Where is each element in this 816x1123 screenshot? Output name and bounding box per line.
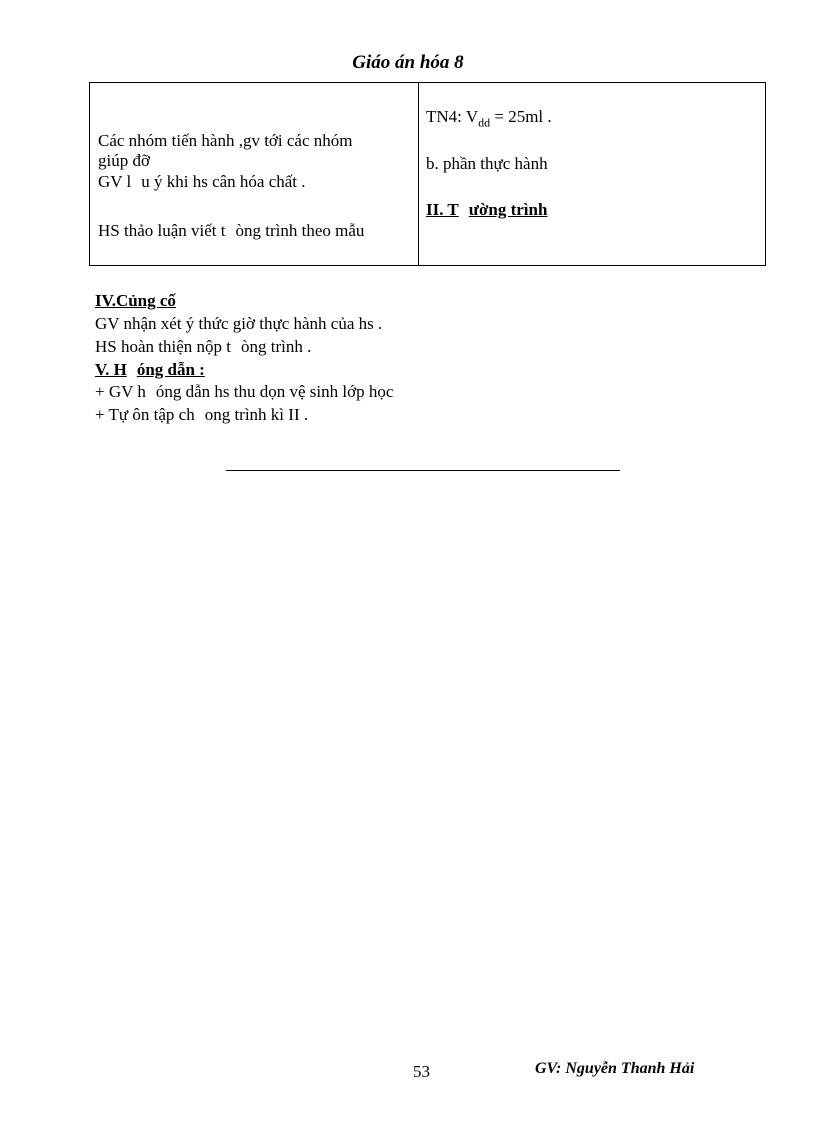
left-line-3 (98, 172, 306, 192)
left-line-1: Các nhóm tiến hành ,gv tới các nhóm (98, 131, 353, 150)
author-signature: GV: Nguyễn Thanh Hải (535, 1060, 695, 1077)
section5-heading (95, 360, 205, 380)
section4-line-2 (95, 337, 311, 357)
report-heading-part-a: II. T (426, 200, 459, 219)
left-line-4 (98, 221, 364, 241)
tn4-subscript: dd (478, 115, 491, 130)
section5-heading-part-b: óng dẫn : (136, 360, 205, 379)
report-heading-part-b: ường trình (468, 200, 548, 219)
section-divider (226, 470, 620, 471)
section4-heading: IV.Củng cố (95, 291, 176, 310)
tn4-suffix: = 25ml . (490, 107, 552, 126)
left-line-2: giúp đỡ (98, 151, 150, 170)
report-heading (426, 200, 547, 220)
tn4-prefix: TN4: V (426, 107, 479, 126)
lesson-table (89, 82, 766, 266)
left-line-3-part-a: GV l (98, 172, 132, 191)
page-header-title: Giáo án hóa 8 (352, 52, 464, 73)
tn4-line (426, 107, 552, 132)
left-line-4-part-b: òng trình theo mẫu (235, 221, 365, 240)
left-line-3-part-b: u ý khi hs cân hóa chất . (141, 172, 306, 191)
section5-line-1 (95, 382, 393, 402)
section5-line-2 (95, 405, 308, 425)
page-number: 53 (413, 1062, 430, 1081)
section5-line-1-part-a: + GV h (95, 382, 146, 401)
section5-heading-part-a: V. H (95, 360, 127, 379)
section4-line-2-part-b: òng trình . (241, 337, 312, 356)
section5-line-2-part-a: + Tự ôn tập ch (95, 405, 195, 424)
left-line-4-part-a: HS thảo luận viết t (98, 221, 226, 240)
teacher-activity-column (90, 83, 419, 265)
section4-line-1: GV nhận xét ý thức giờ thực hành của hs . (95, 314, 383, 333)
section5-line-1-part-b: óng dẫn hs thu dọn vệ sinh lớp học (155, 382, 394, 401)
section4-line-2-part-a: HS hoàn thiện nộp t (95, 337, 231, 356)
practice-line: b. phần thực hành (426, 154, 548, 173)
content-column (419, 83, 765, 265)
section5-line-2-part-b: ong trình kì II . (204, 405, 309, 424)
